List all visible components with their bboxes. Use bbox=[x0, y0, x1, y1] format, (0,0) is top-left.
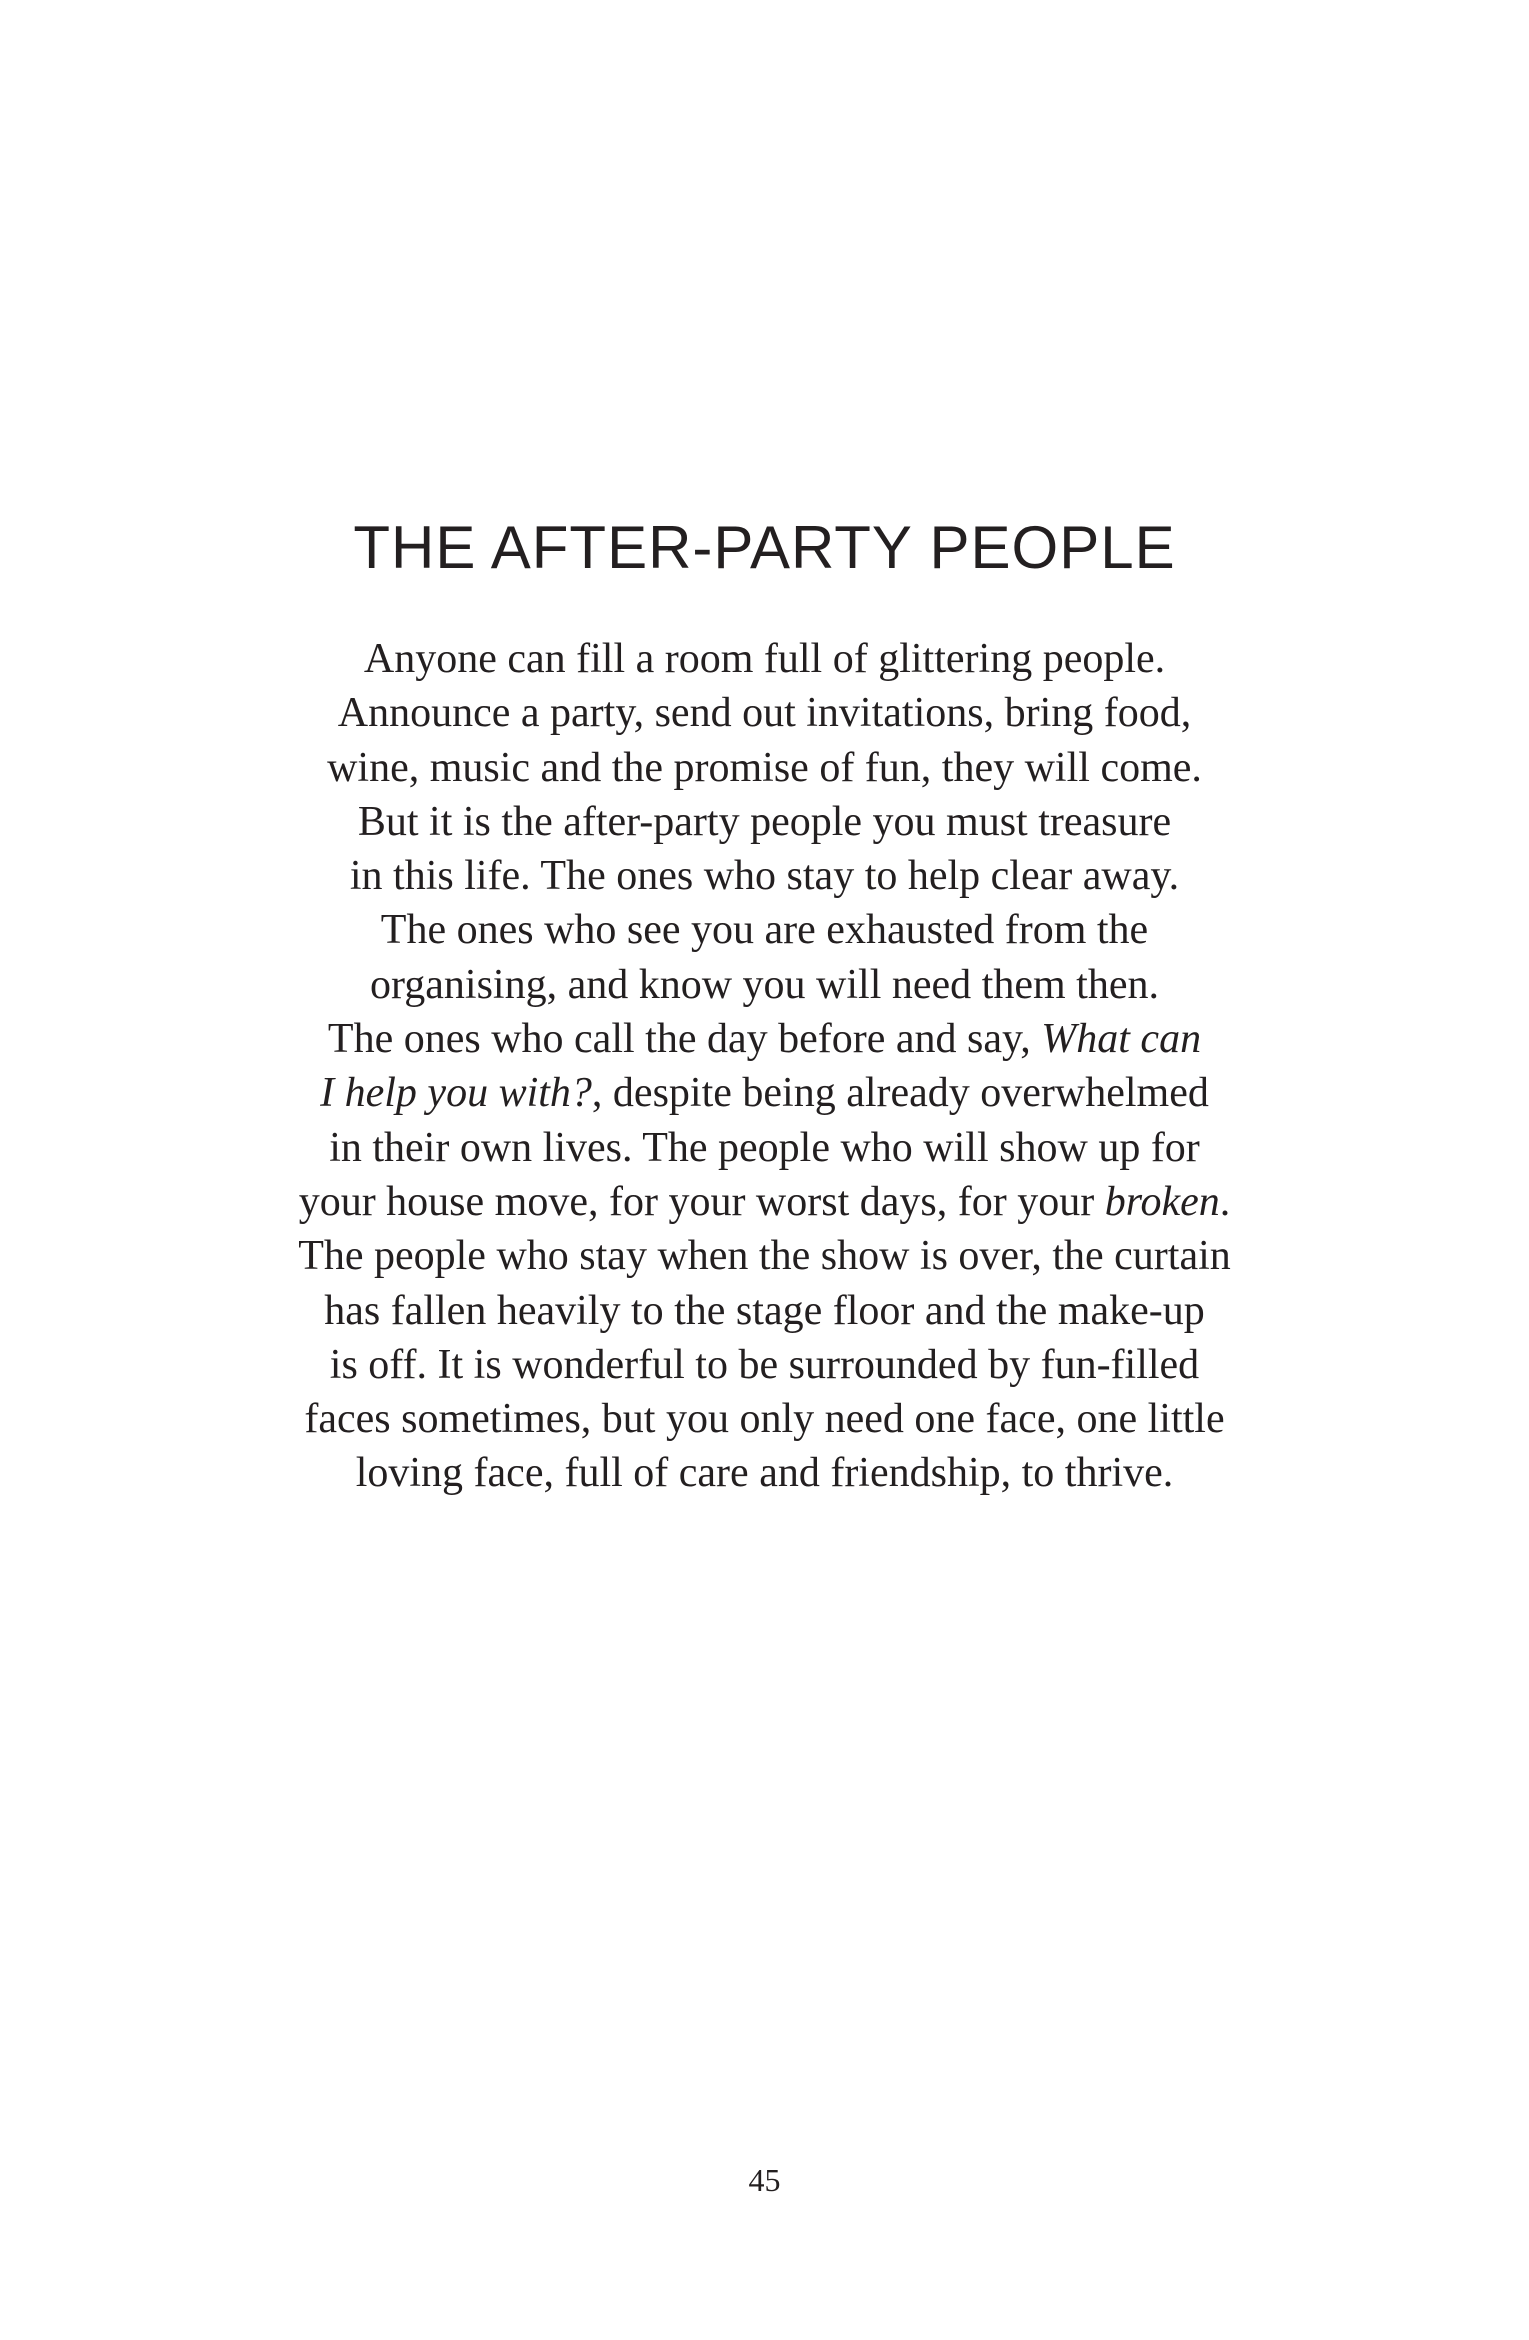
text-line: I help you with?, despite being already overwhelmed bbox=[320, 1070, 1209, 1117]
text-line: wine, music and the promise of fun, they will come. bbox=[327, 744, 1202, 791]
italic-word: broken bbox=[1104, 1178, 1220, 1225]
italic-phrase: What can bbox=[1041, 1016, 1202, 1063]
italic-phrase: I help you with? bbox=[320, 1070, 592, 1117]
text-line: The ones who call the day before and say, What can bbox=[327, 1016, 1202, 1063]
poem-body bbox=[0, 632, 1529, 1501]
text-line: Anyone can fill a room full of glittering people. bbox=[363, 636, 1166, 682]
text-line: The ones who see you are exhausted from the bbox=[380, 907, 1149, 954]
text-line: loving face, full of care and friendship, to thrive. bbox=[355, 1450, 1174, 1497]
page-number: 45 bbox=[748, 2162, 781, 2198]
text-line: in this life. The ones who stay to help clear away. bbox=[349, 853, 1180, 900]
text-line: is off. It is wonderful to be surrounded by fun-filled bbox=[329, 1341, 1200, 1388]
text-line: But it is the after-party people you must treasure bbox=[357, 798, 1172, 845]
text-line: has fallen heavily to the stage floor and the make-up bbox=[324, 1287, 1205, 1334]
page-title: THE AFTER-PARTY PEOPLE bbox=[353, 514, 1176, 581]
text-line: faces sometimes, but you only need one face, one little bbox=[304, 1396, 1225, 1443]
text-line: in their own lives. The people who will show up for bbox=[329, 1124, 1200, 1171]
text-line: Announce a party, send out invitations, bring food, bbox=[337, 690, 1192, 737]
text-line: The people who stay when the show is over, the curtain bbox=[298, 1233, 1231, 1280]
text-line: organising, and know you will need them then. bbox=[370, 961, 1159, 1008]
text-line: your house move, for your worst days, for your broken. bbox=[298, 1178, 1231, 1225]
